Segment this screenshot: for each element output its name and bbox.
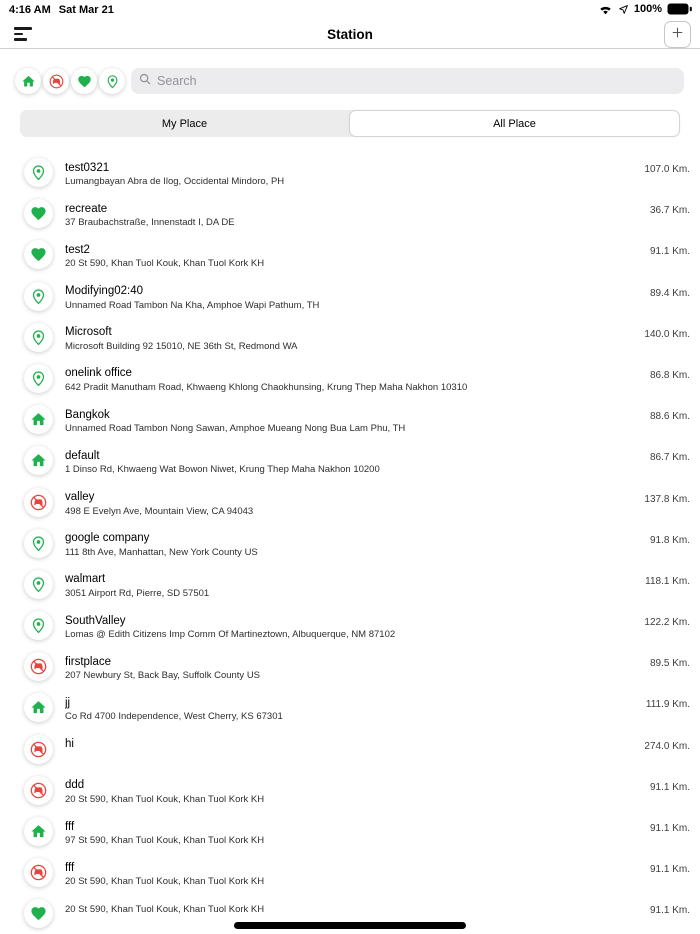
place-distance: 140.0 Km.: [644, 328, 690, 340]
list-item[interactable]: [0, 768, 700, 809]
home-icon: [24, 446, 53, 475]
place-address: 37 Braubachstraße, Innenstadt I, DA DE: [65, 217, 235, 229]
tab-all-place[interactable]: All Place: [349, 110, 680, 137]
battery-icon: [667, 3, 692, 15]
place-distance: 91.1 Km.: [649, 823, 690, 834]
place-distance: 89.5 Km.: [649, 658, 690, 670]
page-title: Station: [327, 27, 373, 42]
list-item[interactable]: [0, 685, 700, 726]
place-address: 1 Dinso Rd, Khwaeng Wat Bowon Niwet, Krung Thep Maha Nakhon 10200: [65, 464, 380, 476]
heart-icon: [24, 240, 53, 269]
car-icon: [24, 776, 53, 805]
home-icon: [24, 405, 53, 434]
pin-icon: [24, 529, 53, 558]
wifi-icon: [598, 3, 613, 15]
place-distance: 86.8 Km.: [649, 369, 690, 381]
place-name: ddd: [65, 779, 85, 792]
home-icon: [24, 817, 53, 846]
filter-home-button[interactable]: [15, 68, 41, 94]
pin-icon: [24, 570, 53, 599]
home-icon: [24, 693, 53, 722]
filter-heart-button[interactable]: [71, 68, 97, 94]
place-address: Lumangbayan Abra de Ilog, Occidental Mindoro, PH: [65, 176, 285, 187]
place-distance: 88.6 Km.: [649, 411, 690, 423]
place-name: recreate: [65, 202, 108, 215]
pin-icon: [24, 282, 53, 311]
place-distance: 111.9 Km.: [645, 699, 690, 711]
list-item[interactable]: [0, 850, 700, 891]
place-address: Unnamed Road Tambon Nong Sawan, Amphoe Mueang Nong Bua Lam Phu, TH: [65, 423, 406, 435]
place-address: 20 St 590, Khan Tuol Kouk, Khan Tuol Kork KH: [65, 258, 265, 270]
search-input[interactable]: [157, 74, 677, 88]
list-item[interactable]: [0, 274, 700, 315]
place-address: 97 St 590, Khan Tuol Kouk, Khan Tuol Kork KH: [65, 835, 265, 846]
list-item[interactable]: [0, 809, 700, 850]
home-indicator[interactable]: [234, 922, 466, 929]
place-tabs: [20, 110, 680, 137]
list-item[interactable]: [0, 521, 700, 562]
car-icon: [24, 858, 53, 887]
filter-row: [0, 66, 700, 96]
place-distance: 89.4 Km.: [649, 287, 690, 299]
list-item[interactable]: [0, 356, 700, 397]
place-address: 642 Pradit Manutham Road, Khwaeng Khlong Chaokhunsing, Krung Thep Maha Nakhon 10310: [65, 381, 468, 393]
place-distance: 91.1 Km.: [649, 246, 690, 258]
place-address: 498 E Evelyn Ave, Mountain View, CA 94043: [65, 505, 254, 517]
pin-icon: [24, 323, 53, 352]
list-item[interactable]: [0, 562, 700, 603]
place-distance: 274.0 Km.: [644, 740, 690, 752]
place-name: fff: [65, 861, 75, 874]
place-name: default: [65, 449, 100, 462]
place-name: valley: [65, 491, 95, 503]
place-address: 20 St 590, Khan Tuol Kouk, Khan Tuol Kork KH: [65, 876, 265, 888]
list-item[interactable]: [0, 150, 700, 191]
place-address: 111 8th Ave, Manhattan, New York County US: [65, 546, 258, 558]
car-icon: [49, 74, 64, 89]
place-name: fff: [65, 820, 75, 833]
pin-icon: [105, 74, 120, 89]
place-address: Co Rd 4700 Independence, West Cherry, KS 67301: [65, 711, 283, 723]
list-item[interactable]: [0, 644, 700, 685]
places-list: [0, 150, 700, 934]
place-distance: 91.1 Km.: [649, 864, 690, 876]
home-icon: [21, 74, 36, 89]
place-name: Microsoft: [65, 326, 112, 339]
pin-icon: [24, 611, 53, 640]
status-date: Sat Mar 21: [58, 4, 114, 16]
place-distance: 86.7 Km.: [649, 452, 690, 464]
place-name: Modifying02:40: [65, 285, 143, 298]
place-name: test2: [65, 243, 90, 256]
place-distance: 91.8 Km.: [649, 534, 690, 546]
filter-pin-button[interactable]: [99, 68, 125, 94]
filter-car-button[interactable]: [43, 68, 69, 94]
list-item[interactable]: [0, 191, 700, 232]
place-name: Bangkok: [65, 408, 110, 421]
place-address: 20 St 590, Khan Tuol Kouk, Khan Tuol Kork KH: [65, 904, 265, 916]
place-name: hi: [65, 738, 74, 751]
place-name: jj: [65, 696, 71, 709]
car-icon: [24, 735, 53, 764]
pin-icon: [24, 158, 53, 187]
place-name: google company: [65, 532, 150, 545]
search-box[interactable]: [131, 68, 684, 94]
tab-my-place[interactable]: My Place: [161, 117, 208, 130]
place-distance: 118.1 Km.: [645, 575, 690, 587]
place-name: SouthValley: [65, 614, 126, 627]
place-distance: 122.2 Km.: [644, 617, 690, 629]
place-name: walmart: [65, 573, 106, 586]
place-address: 3051 Airport Rd, Pierre, SD 57501: [65, 587, 210, 599]
place-address: Unnamed Road Tambon Na Kha, Amphoe Wapi Pathum, TH: [65, 299, 320, 311]
battery-percent: 100%: [633, 3, 662, 15]
place-distance: 91.1 Km.: [649, 781, 690, 793]
nav-bar: [0, 20, 700, 49]
place-name: firstplace: [65, 655, 112, 668]
status-bar: [0, 0, 700, 20]
place-address: Microsoft Building 92 15010, NE 36th St, Redmond WA: [65, 340, 298, 352]
place-name: test0321: [65, 161, 110, 174]
list-item[interactable]: [0, 480, 700, 521]
place-name: onelink office: [65, 367, 132, 380]
heart-icon: [77, 74, 92, 89]
status-time: 4:16 AM: [9, 4, 51, 16]
list-item[interactable]: [0, 438, 700, 479]
place-address: Lomas @ Edith Citizens Imp Comm Of Martineztown, Albuquerque, NM 87102: [65, 629, 396, 641]
list-item[interactable]: [0, 603, 700, 644]
car-icon: [24, 652, 53, 681]
pin-icon: [24, 364, 53, 393]
place-distance: 91.1 Km.: [649, 905, 690, 917]
list-item[interactable]: [0, 727, 700, 768]
plus-icon: [671, 26, 684, 44]
search-icon: [138, 72, 152, 91]
add-station-button[interactable]: [664, 21, 691, 48]
place-address: 20 St 590, Khan Tuol Kouk, Khan Tuol Kork KH: [65, 793, 265, 805]
place-distance: 137.8 Km.: [644, 493, 690, 505]
list-item[interactable]: [0, 315, 700, 356]
list-item[interactable]: [0, 232, 700, 273]
heart-icon: [24, 199, 53, 228]
place-distance: 107.0 Km.: [644, 164, 690, 175]
location-arrow-icon: [618, 4, 629, 15]
list-item[interactable]: [0, 397, 700, 438]
place-distance: 36.7 Km.: [649, 205, 690, 217]
place-address: 207 Newbury St, Back Bay, Suffolk County US: [65, 670, 261, 682]
car-icon: [24, 488, 53, 517]
heart-icon: [24, 899, 53, 928]
